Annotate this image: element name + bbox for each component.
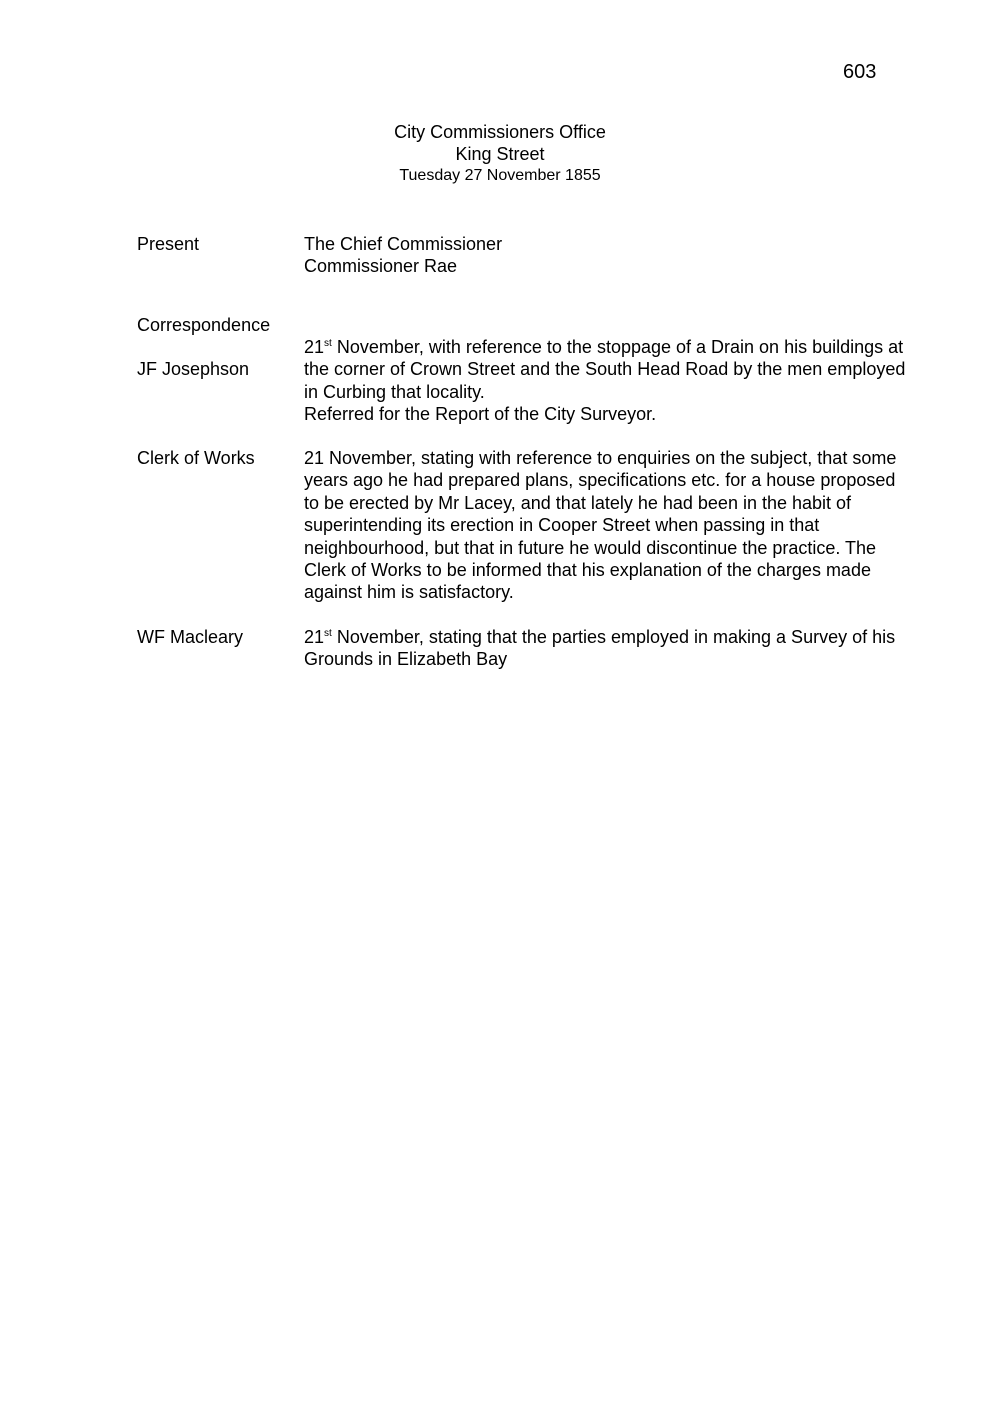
ordinal-suffix: st (324, 628, 332, 639)
entry-text-macleary (304, 626, 934, 671)
entry-line-text: November, with reference to the stoppage of a Drain on his buildings at (331, 337, 904, 357)
entry-text-clerk (304, 447, 934, 604)
entry-line: 21 November, stating with reference to enquiries on the subject, that some (304, 448, 897, 468)
entry-day: 21 (304, 627, 325, 647)
entry-resolution: Referred for the Report of the City Surveyor. (304, 404, 657, 425)
office-title: City Commissioners Office (394, 122, 606, 142)
entry-label-macleary: WF Macleary (137, 627, 244, 647)
entry-line: years ago he had prepared plans, specifications etc. for a house proposed (304, 470, 896, 491)
entry-line: superintending its erection in Cooper Street when passing in that (304, 515, 820, 536)
street-name: King Street (455, 144, 545, 165)
present-name: Commissioner Rae (304, 256, 458, 277)
entry-label-clerk: Clerk of Works (137, 448, 255, 468)
entry-line: against him is satisfactory. (304, 582, 514, 603)
entry-line (304, 336, 934, 358)
ordinal-suffix: st (324, 338, 332, 349)
entry-line: neighbourhood, but that in future he would discontinue the practice. The (304, 537, 877, 558)
present-names (304, 233, 934, 278)
present-name: The Chief Commissioner (304, 234, 503, 254)
entry-text-josephson (304, 336, 934, 426)
entry-line: the corner of Crown Street and the South Head Road by the men employed (304, 359, 906, 380)
entry-line: to be erected by Mr Lacey, and that lately he had been in the habit of (304, 492, 852, 513)
entry-label-josephson: JF Josephson (137, 359, 250, 379)
entry-line: in Curbing that locality. (304, 381, 485, 402)
entry-line: Clerk of Works to be informed that his explanation of the charges made (304, 560, 871, 581)
entry-day: 21 (304, 337, 325, 357)
document-header (300, 121, 700, 186)
page-number: 603 (843, 61, 877, 83)
present-label: Present (137, 234, 200, 254)
entry-line: Grounds in Elizabeth Bay (304, 649, 508, 670)
meeting-date: Tuesday 27 November 1855 (399, 166, 601, 184)
entry-line-text: November, stating that the parties employed in making a Survey of his (331, 627, 896, 647)
entry-line (304, 626, 934, 648)
correspondence-label: Correspondence (137, 315, 271, 335)
